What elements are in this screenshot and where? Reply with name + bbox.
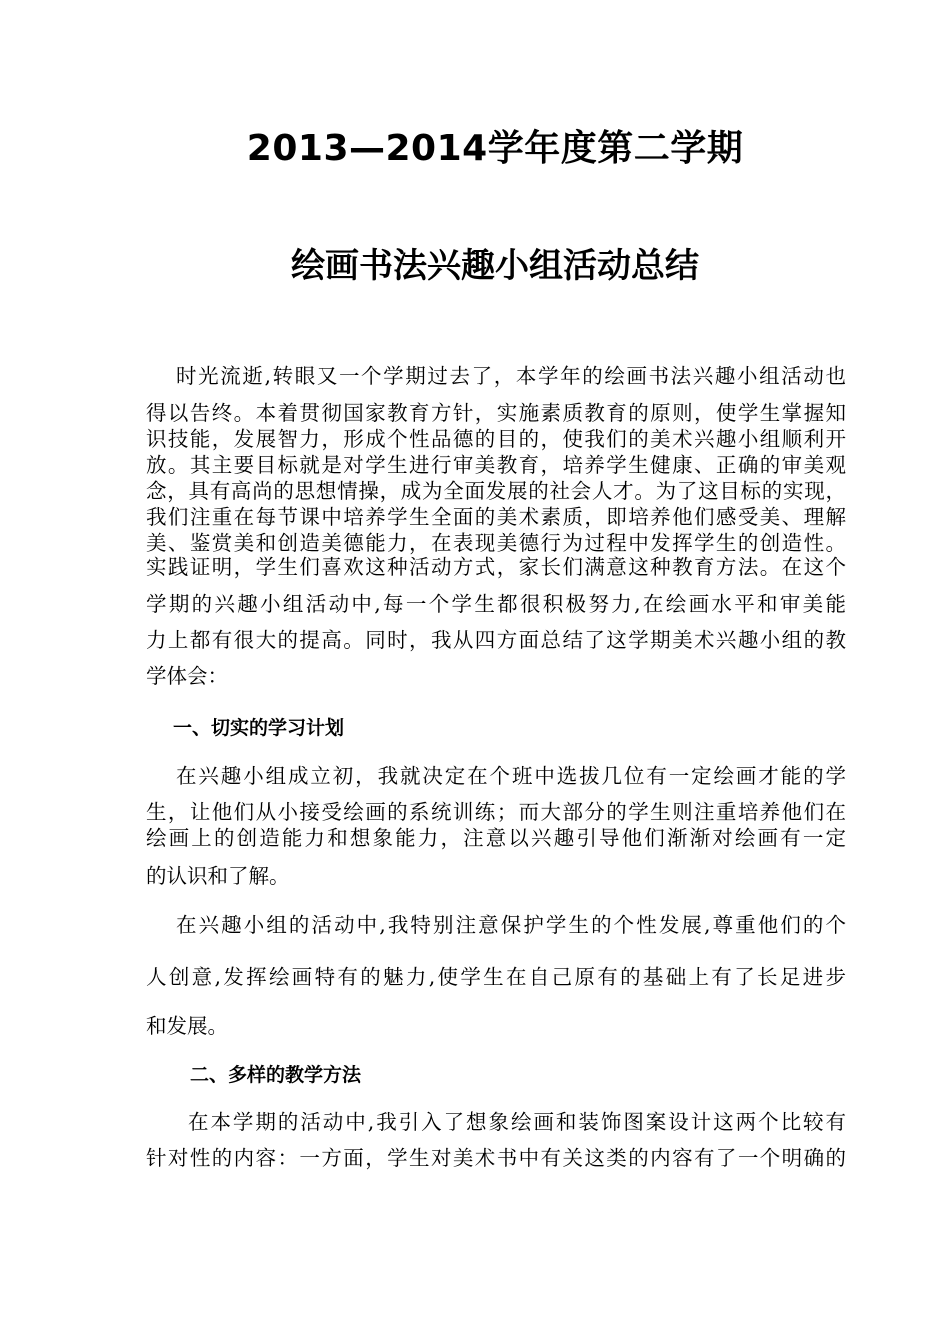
paragraph-line: 和发展。 <box>146 1014 228 1038</box>
intro-line: 实践证明，学生们喜欢这种活动方式，家长们满意这种教育方法。在这个 <box>146 555 846 579</box>
section-heading: 一、切实的学习计划 <box>173 717 345 739</box>
intro-line: 念，具有高尚的思想情操，成为全面发展的社会人才。为了这目标的实现， <box>146 479 846 503</box>
intro-line: 我们注重在每节课中培养学生全面的美术素质，即培养他们感受美、理解 <box>146 505 846 529</box>
document-title-line2: 绘画书法兴趣小组活动总结 <box>291 246 699 286</box>
paragraph-line: 针对性的内容：一方面，学生对美术书中有关这类的内容有了一个明确的 <box>146 1146 846 1170</box>
paragraph-line: 生，让他们从小接受绘画的系统训练；而大部分的学生则注重培养他们在 <box>146 800 846 824</box>
paragraph-line: 在兴趣小组成立初，我就决定在个班中选拔几位有一定绘画才能的学 <box>176 764 846 788</box>
intro-line: 美、鉴赏美和创造美德能力，在表现美德行为过程中发挥学生的创造性。 <box>146 531 846 555</box>
paragraph-line: 的认识和了解。 <box>146 864 290 888</box>
document-title-line1: 2013—2014学年度第二学期 <box>246 128 744 169</box>
intro-line: 时光流逝,转眼又一个学期过去了，本学年的绘画书法兴趣小组活动也 <box>176 364 846 388</box>
intro-line: 得以告终。本着贯彻国家教育方针，实施素质教育的原则，使学生掌握知 <box>146 401 846 425</box>
intro-line: 识技能，发展智力，形成个性品德的目的，使我们的美术兴趣小组顺利开 <box>146 427 846 451</box>
paragraph-line: 绘画上的创造能力和想象能力，注意以兴趣引导他们渐渐对绘画有一定 <box>146 826 846 850</box>
intro-line: 力上都有很大的提高。同时，我从四方面总结了这学期美术兴趣小组的教 <box>146 628 846 652</box>
section-heading: 二、多样的教学方法 <box>190 1064 362 1086</box>
paragraph-line: 人创意,发挥绘画特有的魅力,使学生在自己原有的基础上有了长足进步 <box>146 965 846 989</box>
paragraph-line: 在兴趣小组的活动中,我特别注意保护学生的个性发展,尊重他们的个 <box>176 913 846 937</box>
paragraph-line: 在本学期的活动中,我引入了想象绘画和装饰图案设计这两个比较有 <box>188 1110 846 1134</box>
intro-line: 放。其主要目标就是对学生进行审美教育，培养学生健康、正确的审美观 <box>146 453 846 477</box>
intro-line: 学期的兴趣小组活动中,每一个学生都很积极努力,在绘画水平和审美能 <box>146 592 846 616</box>
intro-line: 学体会： <box>146 664 228 688</box>
